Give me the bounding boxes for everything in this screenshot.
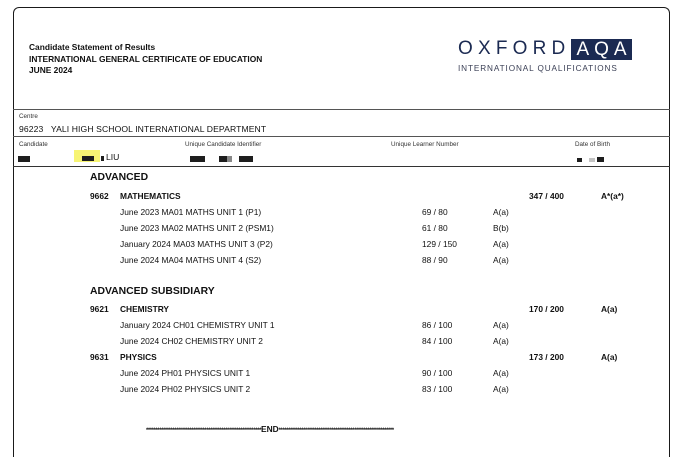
unit-row: [0, 221, 681, 235]
subject-total-mark: 173 / 200: [529, 352, 564, 362]
subject-total-mark: 170 / 200: [529, 304, 564, 314]
exam-series: JUNE 2024: [29, 65, 73, 75]
section-title-advanced-subsidiary: ADVANCED SUBSIDIARY: [90, 286, 215, 297]
oxford-aqa-logo: [458, 38, 632, 73]
subject-code: 9621: [90, 304, 109, 314]
unit-mark: 90 / 100: [422, 368, 453, 378]
unit-row: [0, 366, 681, 380]
divider-centre: [13, 136, 670, 137]
redacted-uci-part4: [239, 156, 253, 162]
unit-label: June 2024 PH02 PHYSICS UNIT 2: [120, 384, 251, 394]
unit-mark: 129 / 150: [422, 239, 457, 249]
unit-row: [0, 382, 681, 396]
centre-number: 96223: [19, 124, 44, 134]
redacted-dob-part3: [597, 157, 604, 162]
subject-total-mark: 347 / 400: [529, 191, 564, 201]
logo-subtitle: INTERNATIONAL QUALIFICATIONS: [458, 64, 618, 73]
redacted-dob-part2: [589, 158, 595, 162]
unit-row: [0, 237, 681, 251]
unit-row: [0, 253, 681, 267]
redacted-forename: [82, 156, 94, 161]
subject-row-physics: [0, 350, 681, 364]
unit-mark: 84 / 100: [422, 336, 453, 346]
unit-label: June 2023 MA01 MATHS UNIT 1 (P1): [120, 207, 262, 217]
dob-label: Date of Birth: [575, 141, 610, 148]
redacted-uci-part3: [227, 156, 232, 162]
end-stars-right: *************************************************************: [278, 428, 394, 434]
section-title-advanced: ADVANCED: [90, 172, 149, 183]
subject-row-mathematics: [0, 189, 681, 203]
end-of-statement-marker: [146, 424, 394, 434]
end-stars-left: *************************************************************: [146, 428, 261, 434]
unit-grade: A(a): [493, 207, 509, 217]
unit-row: [0, 334, 681, 348]
logo-word-aqa: AQA: [571, 39, 631, 60]
divider-header: [13, 109, 670, 110]
unit-mark: 83 / 100: [422, 384, 453, 394]
redacted-initial: [101, 156, 104, 161]
unit-grade: A(a): [493, 368, 509, 378]
unit-mark: 61 / 80: [422, 223, 448, 233]
subject-name: PHYSICS: [120, 352, 157, 362]
unit-label: January 2024 MA03 MATHS UNIT 3 (P2): [120, 239, 273, 249]
uln-label: Unique Learner Number: [391, 141, 459, 148]
unit-mark: 88 / 90: [422, 255, 448, 265]
uci-label: Unique Candidate Identifier: [185, 141, 262, 148]
unit-label: June 2024 MA04 MATHS UNIT 4 (S2): [120, 255, 262, 265]
unit-row: [0, 205, 681, 219]
redacted-uci-part2: [219, 156, 227, 162]
centre-name: YALI HIGH SCHOOL INTERNATIONAL DEPARTMENT: [50, 124, 267, 134]
unit-grade: B(b): [493, 223, 509, 233]
unit-grade: A(a): [493, 255, 509, 265]
divider-candidate: [13, 166, 670, 167]
unit-label: January 2024 CH01 CHEMISTRY UNIT 1: [120, 320, 275, 330]
redacted-dob-part1: [577, 158, 582, 162]
candidate-surname: LIU: [106, 152, 120, 162]
redacted-uci-part1: [190, 156, 205, 162]
unit-grade: A(a): [493, 239, 509, 249]
unit-label: June 2024 CH02 CHEMISTRY UNIT 2: [120, 336, 263, 346]
end-label: END: [260, 424, 279, 434]
logo-word-oxford: OXFORD: [458, 38, 571, 59]
unit-mark: 86 / 100: [422, 320, 453, 330]
qualification-title: INTERNATIONAL GENERAL CERTIFICATE OF EDUCATION: [29, 53, 263, 64]
subject-row-chemistry: [0, 302, 681, 316]
document-header: [29, 42, 262, 77]
unit-label: June 2024 PH01 PHYSICS UNIT 1: [120, 368, 251, 378]
subject-name: CHEMISTRY: [120, 304, 170, 314]
redacted-candidate-number: [18, 156, 30, 162]
subject-code: 9631: [90, 352, 109, 362]
centre-label: Centre: [19, 113, 38, 120]
unit-label: June 2023 MA02 MATHS UNIT 2 (PSM1): [120, 223, 274, 233]
subject-grade: A(a): [601, 352, 618, 362]
unit-grade: A(a): [493, 320, 509, 330]
unit-row: [0, 318, 681, 332]
subject-grade: A*(a*): [601, 191, 624, 201]
unit-grade: A(a): [493, 336, 509, 346]
subject-name: MATHEMATICS: [120, 191, 181, 201]
centre-value: [19, 124, 266, 134]
candidate-label: Candidate: [19, 141, 48, 148]
subject-code: 9662: [90, 191, 109, 201]
unit-mark: 69 / 80: [422, 207, 448, 217]
subject-grade: A(a): [601, 304, 618, 314]
unit-grade: A(a): [493, 384, 509, 394]
document-title: Candidate Statement of Results: [29, 42, 156, 52]
